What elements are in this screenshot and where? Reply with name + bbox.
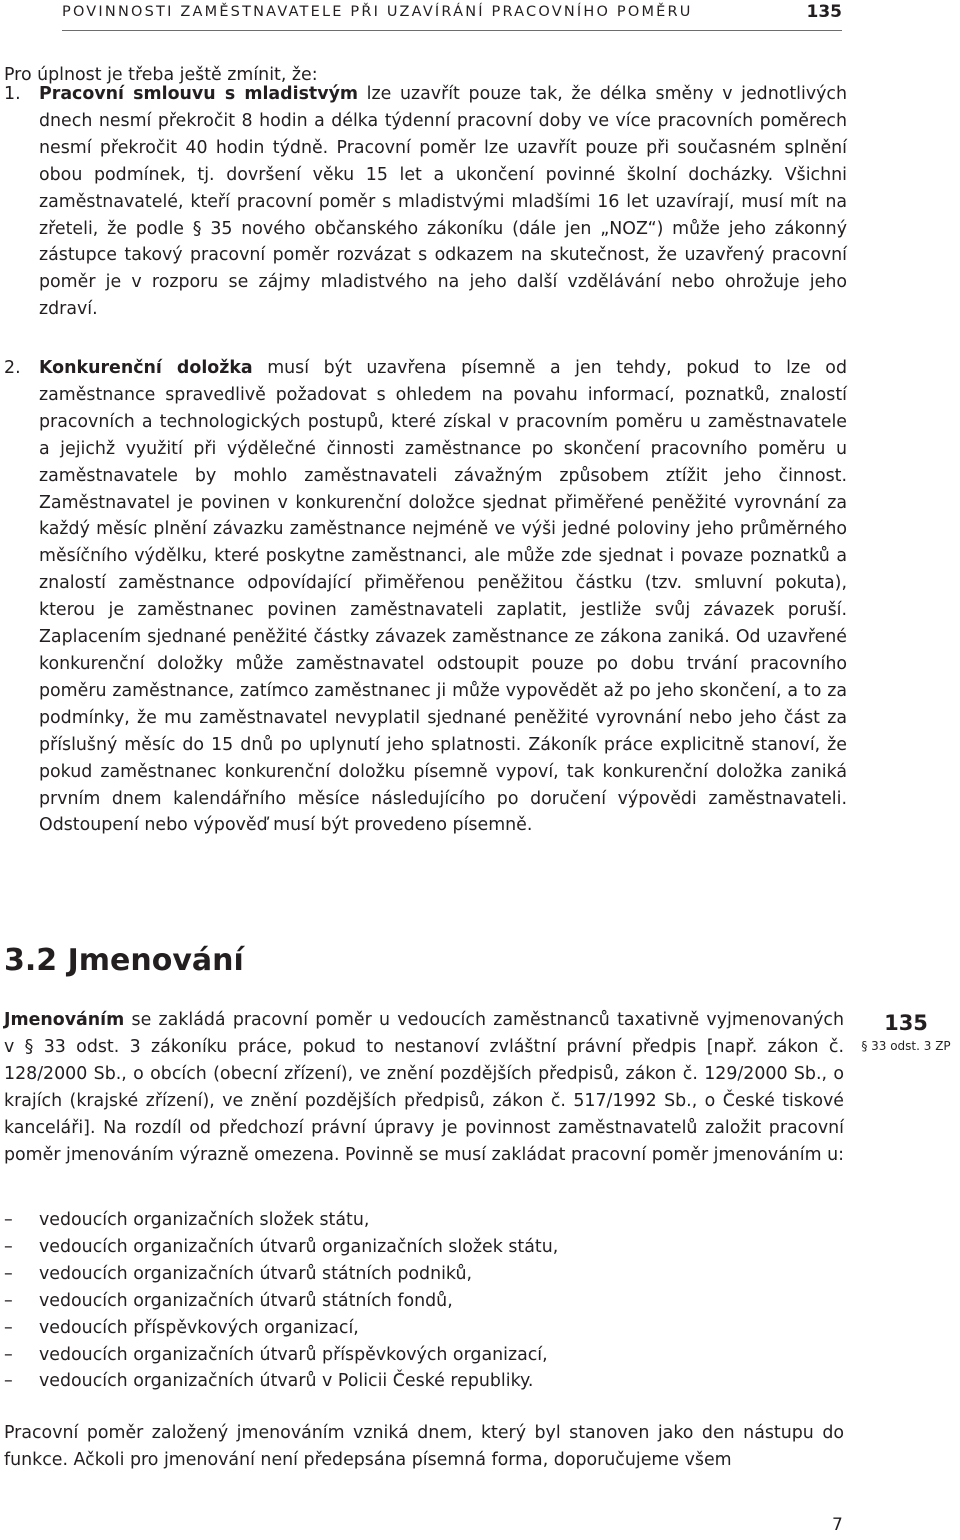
dash-marker: –: [4, 1317, 13, 1338]
paragraph-closing: Pracovní poměr založený jmenováním vzniká dnem, který byl stanoven jako den nástupu do funkce. Ačkoli pro jmenování není předepsána písemná forma, doporučujeme všem: [4, 1423, 844, 1470]
intro-text: Pro úplnost je třeba ještě zmínit, že:: [4, 65, 318, 85]
dash-marker: –: [4, 1263, 13, 1284]
bullet-list: [4, 1207, 844, 1395]
margin-note: [852, 1010, 960, 1054]
list-item: – vedoucích příspěvkových organizací,: [4, 1315, 844, 1342]
footer-page-number: 7: [832, 1515, 843, 1535]
dash-marker: –: [4, 1236, 13, 1257]
header-page-number: 135: [806, 2, 842, 22]
dash-marker: –: [4, 1344, 13, 1365]
margin-note-page: 135: [884, 1011, 928, 1035]
dash-marker: –: [4, 1210, 13, 1230]
list-item: – vedoucích organizačních útvarů organizačních složek státu,: [4, 1234, 844, 1261]
running-header: [62, 4, 842, 31]
list-item: – vedoucích organizačních útvarů státních podniků,: [4, 1261, 844, 1288]
item-body: [39, 81, 847, 323]
item-text: lze uzavřít pouze tak, že délka směny v jednotlivých dnech nesmí překročit 8 hodin a délka týdenní pracovní doby ve více pracovních poměrech nesmí překročit 40 hodin týdně. Pracovní poměr lze uzavřít pouze při současném splnění obou podmínek, tj. dovršení věku 15 let a ukončení povinné školní docházky. Všichni zaměstnavatelé, kteří pracovní poměr s mladistvými mladšími 16 let uzavírají, musí mít na zřeteli, že podle § 35 nového občanského zákoníku (dále jen „NOZ“) může jeho zákonný zástupce takový pracovní poměr rozvázat s odkazem na skutečnost, že uzavřený pracovní poměr je v rozporu se zájmy mladistvého na jeho další vzdělávání nebo ohrožuje jeho zdraví.: [39, 84, 848, 320]
list-item: – vedoucích organizačních útvarů v Policii České republiky.: [4, 1368, 844, 1395]
item-number: 2.: [4, 358, 21, 378]
dash-marker: –: [4, 1290, 13, 1311]
item-lead: Konkurenční doložka: [39, 358, 253, 378]
paragraph-appointment: [4, 1007, 844, 1168]
section-heading: 3.2 Jmenování: [4, 943, 244, 978]
list-item: – vedoucích organizačních útvarů státních fondů,: [4, 1288, 844, 1315]
paragraph-lead: Jmenováním: [4, 1010, 125, 1030]
list-item: – vedoucích organizačních útvarů příspěvkových organizací,: [4, 1342, 844, 1369]
paragraph-text: se zakládá pracovní poměr u vedoucích zaměstnanců taxativně vyjmenovaných v § 33 odst. 3 zákoníku práce, pokud to nestanoví zvláštní právní předpis [např. zákon č. 128/2000 Sb., o obcích (obecní zřízení), ve znění pozdějších předpisů, zákon č. 129/2000 Sb., o krajích (krajské zřízení), ve znění pozdějších předpisů, zákon č. 517/1992 Sb., o České tiskové kanceláři]. Na rozdíl od předchozí právní úpravy je povinnost zaměstnavatelů založit pracovní poměr jmenováním výrazně omezena. Povinně se musí zakládat pracovní poměr jmenováním u:: [4, 1010, 844, 1165]
item-body: [39, 355, 847, 839]
dash-marker: –: [4, 1371, 13, 1392]
item-number: 1.: [4, 84, 21, 104]
running-title: POVINNOSTI ZAMĚSTNAVATELE PŘI UZAVÍRÁNÍ PRACOVNÍHO POMĚRU: [62, 4, 693, 20]
margin-note-reference: § 33 odst. 3 ZP: [861, 1039, 951, 1053]
item-lead: Pracovní smlouvu s mladistvým: [39, 84, 359, 104]
list-item: – vedoucích organizačních složek státu,: [4, 1207, 844, 1234]
item-text: musí být uzavřena písemně a jen tehdy, pokud to lze od zaměstnance spravedlivě požadovat s ohledem na povahu informací, poznatků, znalostí pracovních a technologických postupů, které získal v pracovním poměru u zaměstnavatele a jejichž využití při výdělečné činnosti zaměstnance po skončení pracovního poměru u zaměstnavatele by mohlo zaměstnavateli závažným způsobem ztížit jeho činnost. Zaměstnavatel je povinen v konkurenční doložce sjednat přiměřené peněžité vyrovnání za každý měsíc plnění závazku zaměstnance nejméně ve výši jedné poloviny jeho průměrného měsíčního výdělku, které poskytne zaměstnanci, ale může zde sjednat i povaze poznatků a znalostí zaměstnance odpovídající přiměřenou peněžitou částku (tzv. smluvní pokuta), kterou je zaměstnanec povinen zaměstnavateli zaplatit, jestliže svůj závazek poruší. Zaplacením sjednané peněžité částky závazek zaměstnance ze zákona zaniká. Od uzavřené konkurenční doložky může zaměstnavatel odstoupit pouze po dobu trvání pracovního poměru zaměstnance, zatímco zaměstnanec ji může vypovědět až po jeho skončení, a to za podmínky, že mu zaměstnavatel nevyplatil sjednané peněžité vyrovnání nebo jeho část za příslušný měsíc do 15 dnů po uplynutí jeho splatnosti. Zákoník práce explicitně stanoví, že pokud zaměstnanec konkurenční doložku písemně vypoví, tak konkurenční doložka zaniká prvním dnem kalendářního měsíce následujícího po doručení výpovědi zaměstnavateli. Odstoupení nebo výpověď musí být provedeno písemně.: [39, 358, 847, 836]
